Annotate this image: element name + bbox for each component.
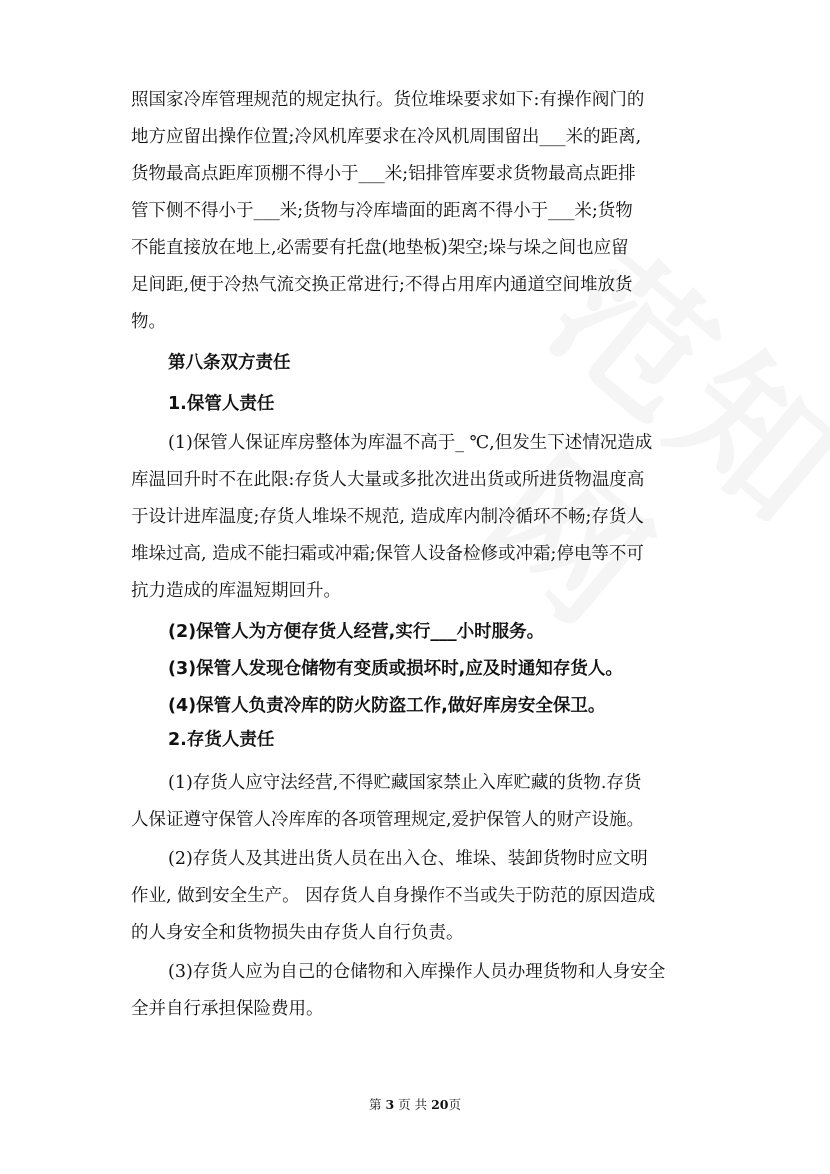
body-line: 库温回升时不在此限:存货人大量或多批次进出货或所进货物温度高 bbox=[131, 470, 645, 490]
body-line: 堆垛过高, 造成不能扫霜或冲霜;保管人设备检修或冲霜;停电等不可 bbox=[131, 544, 644, 564]
body-line: 不能直接放在地上,必需要有托盘(地垫板)架空;垛与垛之间也应留 bbox=[131, 238, 629, 258]
body-line: 货物最高点距库顶棚不得小于___米;铝排管库要求货物最高点距排 bbox=[131, 164, 636, 184]
body-line: 于设计进库温度;存货人堆垛不规范, 造成库内制冷循环不畅;存货人 bbox=[131, 507, 644, 527]
footer-suffix: 页 bbox=[448, 1097, 462, 1112]
article-heading: 第八条双方责任 bbox=[168, 353, 291, 373]
body-line: 全并自行承担保险费用。 bbox=[131, 999, 324, 1019]
clause-line: (1)存货人应守法经营,不得贮藏国家禁止入库贮藏的货物.存货 bbox=[168, 773, 642, 793]
body-line: 物。 bbox=[131, 312, 166, 332]
body-line: 作业, 做到安全生产。 因存货人自身操作不当或失于防范的原因造成 bbox=[131, 886, 656, 906]
clause-line: (2)存货人及其进出货人员在出入仓、堆垛、装卸货物时应文明 bbox=[168, 849, 648, 869]
clause-line-bold: (4)保管人负责冷库的防火防盗工作,做好库房安全保卫。 bbox=[168, 696, 606, 716]
footer-current-page: 3 bbox=[385, 1097, 395, 1112]
section-heading: 2.存货人责任 bbox=[168, 730, 275, 750]
clause-line-bold: (3)保管人发现仓储物有变质或损坏时,应及时通知存货人。 bbox=[168, 659, 623, 679]
clause-line: (3)存货人应为自己的仓储物和入库操作人员办理货物和人身安全 bbox=[168, 962, 666, 982]
body-line: 人保证遵守保管人冷库库的各项管理规定,爱护保管人的财产设施。 bbox=[131, 810, 645, 830]
body-line: 管下侧不得小于___米;货物与冷库墙面的距离不得小于___米;货物 bbox=[131, 201, 633, 221]
footer-prefix: 第 bbox=[368, 1097, 382, 1112]
body-line: 的人身安全和货物损失由存货人自行负责。 bbox=[131, 923, 464, 943]
section-heading: 1.保管人责任 bbox=[168, 394, 275, 414]
clause-line-bold: (2)保管人为方便存货人经营,实行___小时服务。 bbox=[168, 622, 545, 642]
clause-line: (1)保管人保证库房整体为库温不高于_ ℃,但发生下述情况造成 bbox=[168, 433, 653, 453]
footer-middle: 页 共 bbox=[398, 1097, 428, 1112]
body-line: 足间距,便于冷热气流交换正常进行;不得占用库内通道空间堆放货 bbox=[131, 275, 633, 295]
body-line: 地方应留出操作位置;冷风机库要求在冷风机周围留出___米的距离, bbox=[131, 127, 642, 147]
footer-total-pages: 20 bbox=[431, 1097, 449, 1112]
body-line: 照国家冷库管理规范的规定执行。货位堆垛要求如下:有操作阀门的 bbox=[131, 90, 645, 110]
body-line: 抗力造成的库温短期回升。 bbox=[131, 581, 341, 601]
page-footer bbox=[0, 1097, 830, 1113]
